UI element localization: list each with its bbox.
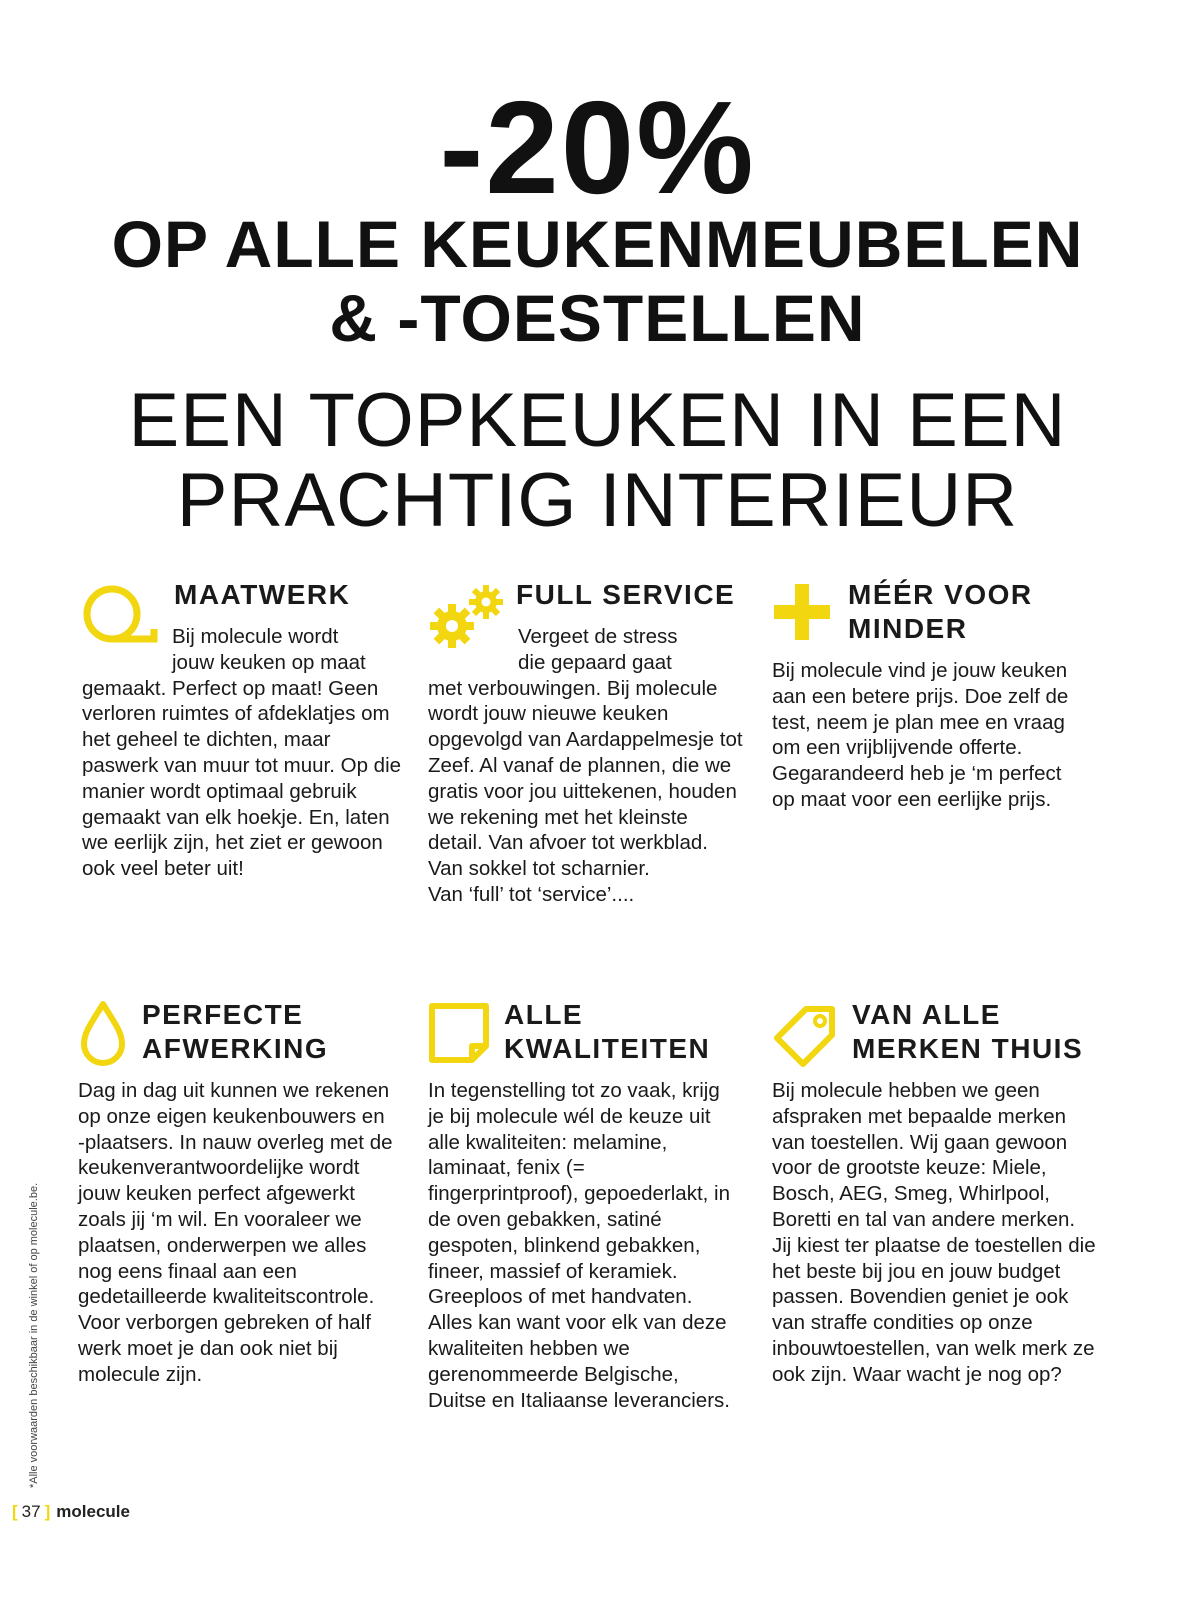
tagline-line-1: EEN TOPKEUKEN IN EEN (128, 378, 1067, 463)
feature-title-line: KWALITEITEN (504, 1033, 711, 1064)
bracket-close: ] (44, 1502, 51, 1521)
brand-name: molecule (56, 1502, 130, 1521)
feature-alle-kwaliteiten (428, 998, 748, 1468)
feature-maatwerk (82, 578, 412, 908)
feature-text-closing: Van ‘full’ tot ‘service’.... (428, 882, 635, 906)
feature-title-line: AFWERKING (142, 1033, 329, 1064)
discount-headline: -20% (439, 74, 756, 221)
feature-text-line: Bij molecule wordt (172, 625, 339, 648)
feature-title (848, 578, 1033, 646)
feature-van-alle-merken-thuis (772, 998, 1102, 1438)
feature-title-line: MINDER (848, 613, 968, 644)
feature-text: Bij molecule hebben we geen afspraken met bepaalde merken van toestellen. Wij gaan gewoon voor de grootste keuze: Miele, Bosch, AEG, Smeg, Whirlpool, Boretti en tal van andere merken. Jij kiest ter plaatse de toestellen die het beste bij jou en jouw budget passen. Bovendien geniet je ook van straffe condities op onze inbouwtoestellen, van welk merk ze ook zijn. Waar wacht je nog op? (772, 1079, 1096, 1386)
sample-swatch-icon (428, 1002, 490, 1064)
feature-text: Dag in dag uit kunnen we rekenen op onze eigen keukenbouwers en -plaatsers. In nauw overleg met de keukenverantwoordelijke wordt jouw keuken perfect afgewerkt zoals jij ‘m wil. En vooraleer we plaatsen, onderwerpen we alles nog eens finaal aan een gedetailleerde kwaliteitscontrole. Voor verborgen gebreken of half werk moet je dan ook niet bij molecule zijn. (78, 1079, 393, 1386)
feature-meer-voor-minder (772, 578, 1102, 878)
feature-perfecte-afwerking (78, 998, 408, 1468)
feature-text-line: jouw keuken op maat (172, 650, 366, 674)
tagline-line-2: PRACHTIG INTERIEUR (176, 458, 1019, 543)
feature-full-service (428, 578, 748, 958)
feature-title: MAATWERK (174, 579, 351, 610)
page-footer (12, 1502, 130, 1522)
feature-text-rest: met verbouwingen. Bij molecule wordt jouw nieuwe keuken opgevolgd van Aardappelmesje tot Zeef. Al vanaf de plannen, die we gratis voor jou uittekenen, houden we rekening met het kleinste detail. Van afvoer tot werkblad. Van sokkel tot scharnier. (428, 676, 743, 881)
feature-title (504, 998, 710, 1066)
feature-text-line: die gepaard gaat (518, 650, 672, 674)
feature-title (142, 998, 328, 1066)
feature-text (82, 624, 412, 882)
feature-text-rest: gemaakt. Perfect op maat! Geen verloren ruimtes of afdeklatjes om het geheel te dichten, maar paswerk van muur tot muur. Op die manier wordt optimaal gebruik gemaakt van elk hoekje. En, laten we eerlijk zijn, het ziet er gewoon ook veel beter uit! (82, 676, 402, 881)
drop-icon (80, 1000, 126, 1066)
plus-icon (772, 582, 832, 642)
feature-title: FULL SERVICE (516, 579, 736, 610)
feature-text: In tegenstelling tot zo vaak, krijg je bij molecule wél de keuze uit alle kwaliteiten: melamine, laminaat, fenix (= fingerprintproof), gepoederlakt, in de oven gebakken, satiné gespoten, blinkend gebakken, fineer, massief of keramiek. Greeploos of met handvaten. Alles kan want voor elk van deze kwaliteiten hebben we gerenommeerde Belgische, Duitse en Italiaanse leveranciers. (428, 1079, 730, 1412)
feature-title-line: MERKEN THUIS (852, 1033, 1084, 1064)
page-number: 37 (21, 1502, 41, 1521)
price-tag-icon (772, 1002, 838, 1068)
feature-text: Bij molecule vind je jouw keuken aan een betere prijs. Doe zelf de test, neem je plan mee en vraag om een vrijblijvende offerte. Gegarandeerd heb je ‘m perfect op maat voor een eerlijke prijs. (772, 659, 1069, 811)
feature-title-line: PERFECTE (142, 999, 304, 1030)
feature-title-line: ALLE (504, 999, 584, 1030)
headline-line-2: & -TOESTELLEN (329, 281, 866, 355)
terms-note: *Alle voorwaarden beschikbaar in de winkel of op molecule.be. (28, 1182, 40, 1488)
bracket-open: [ (12, 1502, 18, 1521)
feature-title (852, 998, 1083, 1066)
feature-title-line: MÉÉR VOOR (848, 579, 1033, 610)
headline-line-1: OP ALLE KEUKENMEUBELEN (111, 207, 1084, 281)
feature-title-line: VAN ALLE (852, 999, 1001, 1030)
feature-text-line: Vergeet de stress (518, 625, 678, 648)
feature-text (428, 624, 744, 908)
